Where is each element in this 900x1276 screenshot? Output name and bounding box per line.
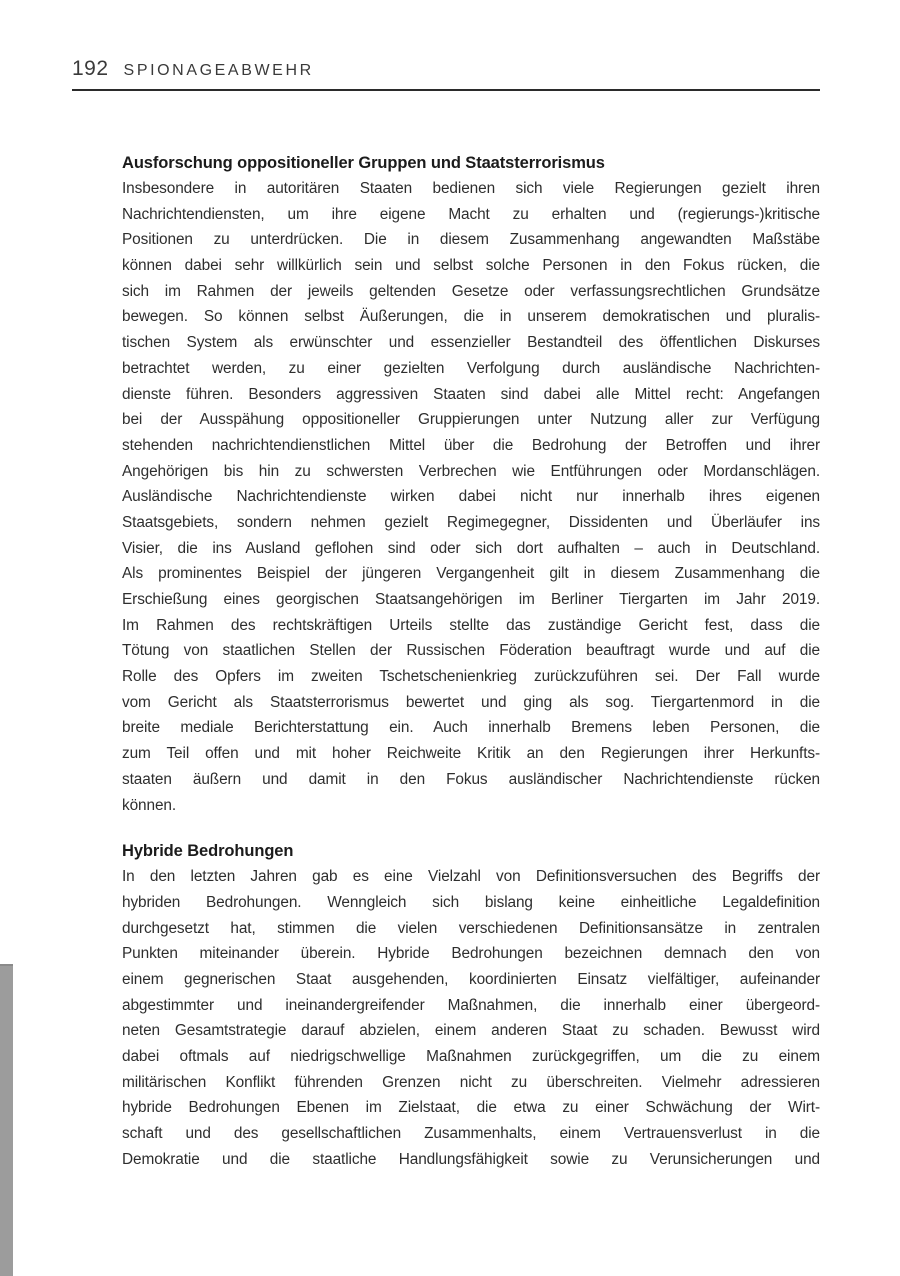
text-line: Im Rahmen des rechtskräftigen Urteils stellte das zuständige Gericht fest, dass die: [122, 616, 820, 634]
text-line: bewegen. So können selbst Äußerungen, die in unserem demokratischen und pluralis-: [122, 308, 820, 326]
text-line: Positionen zu unterdrücken. Die in diesem Zusammenhang angewandten Maßstäbe: [122, 231, 820, 249]
text-line: durchgesetzt hat, stimmen die vielen verschiedenen Definitionsansätze in zentralen: [122, 919, 820, 937]
chapter-edge-tab: [0, 964, 13, 1276]
text-line: schaft und des gesellschaftlichen Zusammenhalts, einem Vertrauensverlust in die: [122, 1125, 820, 1143]
paragraph-ausforschung: [122, 176, 820, 818]
text-line: breite mediale Berichterstattung ein. Auch innerhalb Bremens leben Personen, die: [122, 719, 820, 737]
page-number: 192: [72, 57, 109, 80]
text-line: Visier, die ins Ausland geflohen sind oder sich dort aufhalten – auch in Deutschland.: [122, 539, 820, 557]
text-line: militärischen Konflikt führenden Grenzen nicht zu überschreiten. Vielmehr adressieren: [122, 1073, 820, 1091]
text-line: betrachtet werden, zu einer gezielten Verfolgung durch ausländische Nachrichten-: [122, 359, 820, 377]
text-line: abgestimmter und ineinandergreifender Maßnahmen, die innerhalb einer übergeord-: [122, 996, 820, 1014]
text-line: Angehörigen bis hin zu schwersten Verbrechen wie Entführungen oder Mordanschlägen.: [122, 462, 820, 480]
text-line: tischen System als erwünschter und essenzieller Bestandteil des öffentlichen Diskurses: [122, 334, 820, 352]
paragraph-hybride-bedrohungen: [122, 864, 820, 1172]
section-heading-ausforschung: Ausforschung oppositioneller Gruppen und Staatsterrorismus: [122, 154, 605, 172]
text-line: können dabei sehr willkürlich sein und selbst solche Personen in den Fokus rücken, die: [122, 257, 820, 275]
text-line: sich im Rahmen der jeweils geltenden Gesetze oder verfassungsrechtlichen Grundsätze: [122, 282, 820, 300]
text-line: dabei oftmals auf niedrigschwellige Maßnahmen zurückgegriffen, um die zu einem: [122, 1048, 820, 1065]
section-heading-hybride-bedrohungen: Hybride Bedrohungen: [122, 842, 294, 861]
text-line: können.: [122, 796, 177, 814]
page-content: [122, 150, 820, 1172]
text-line: bei der Ausspähung oppositioneller Gruppierungen unter Nutzung aller zur Verfügung: [122, 411, 820, 429]
text-line: Als prominentes Beispiel der jüngeren Vergangenheit gilt in diesem Zusammenhang die: [122, 565, 820, 583]
text-line: Staatsgebiets, sondern nehmen gezielt Regimegegner, Dissidenten und Überläufer ins: [122, 513, 820, 531]
text-line: Nachrichtendiensten, um ihre eigene Macht zu erhalten und (regierungs-)kritische: [122, 205, 820, 223]
text-line: stehenden nachrichtendienstlichen Mittel über die Bedrohung der Betroffen und ihrer: [122, 436, 820, 454]
text-line: Tötung von staatlichen Stellen der Russischen Föderation beauftragt wurde und auf die: [122, 642, 820, 660]
text-line: staaten äußern und damit in den Fokus ausländischer Nachrichtendienste rücken: [122, 770, 820, 788]
header-rule: [72, 89, 820, 91]
text-line: Insbesondere in autoritären Staaten bedienen sich viele Regierungen gezielt ihren: [122, 180, 820, 197]
text-line: Erschießung eines georgischen Staatsangehörigen im Berliner Tiergarten im Jahr 2019.: [122, 591, 820, 608]
text-line: neten Gesamtstrategie darauf abzielen, einem anderen Staat zu schaden. Bewusst wird: [122, 1022, 820, 1040]
text-line: zum Teil offen und mit hoher Reichweite Kritik an den Regierungen ihrer Herkunfts-: [122, 745, 820, 763]
text-line: vom Gericht als Staatsterrorismus bewertet und ging als sog. Tiergartenmord in die: [122, 693, 820, 711]
text-line: hybride Bedrohungen Ebenen im Zielstaat, die etwa zu einer Schwächung der Wirt-: [122, 1099, 820, 1117]
text-line: Demokratie und die staatliche Handlungsfähigkeit sowie zu Verunsicherungen und: [122, 1150, 820, 1168]
text-line: In den letzten Jahren gab es eine Vielzahl von Definitionsversuchen des Begriffs der: [122, 868, 820, 886]
text-line: einem gegnerischen Staat ausgehenden, koordinierten Einsatz vielfältiger, aufeinander: [122, 970, 820, 988]
text-line: dienste führen. Besonders aggressiven Staaten sind dabei alle Mittel recht: Angefangen: [122, 385, 820, 403]
text-line: Punkten miteinander überein. Hybride Bedrohungen bezeichnen demnach den von: [122, 945, 820, 963]
text-line: hybriden Bedrohungen. Wenngleich sich bislang keine einheitliche Legaldefinition: [122, 893, 820, 911]
text-line: Rolle des Opfers im zweiten Tschetschenienkrieg zurückzuführen sei. Der Fall wurde: [122, 668, 820, 686]
running-head-title: SPIONAGEABWEHR: [123, 62, 314, 79]
text-line: Ausländische Nachrichtendienste wirken dabei nicht nur innerhalb ihres eigenen: [122, 488, 820, 506]
running-header: [72, 57, 820, 81]
